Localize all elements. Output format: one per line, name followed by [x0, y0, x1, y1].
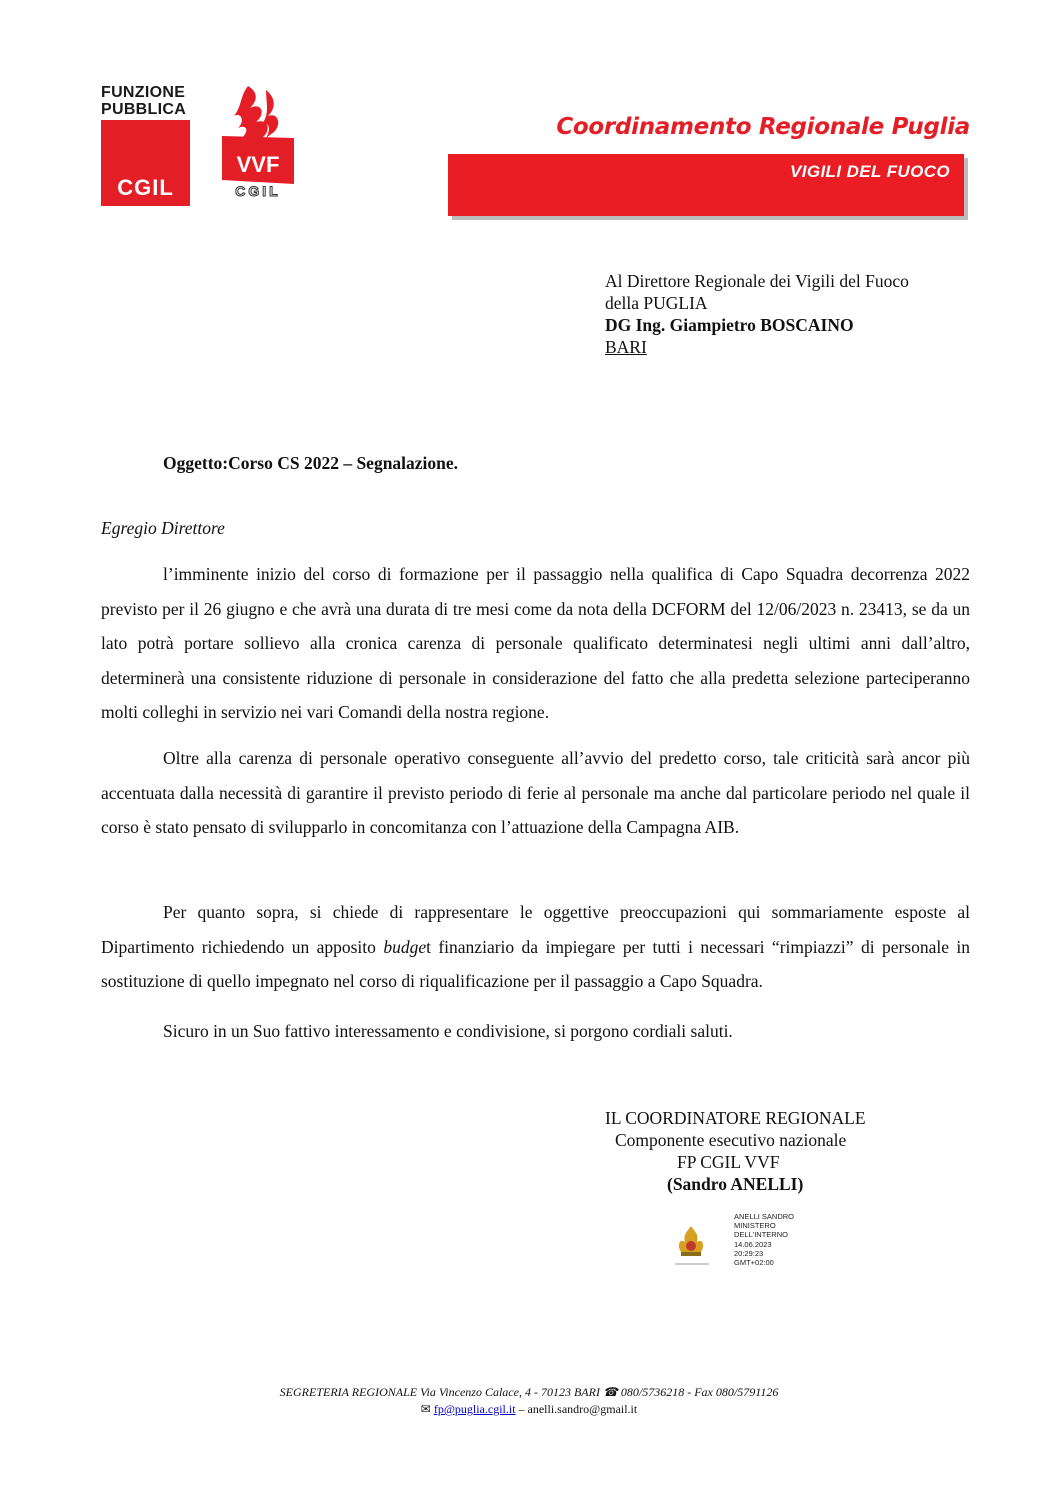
- band-text: VIGILI DEL FUOCO: [789, 162, 950, 181]
- digital-sig-line2: MINISTERO: [734, 1221, 776, 1231]
- email-link-fp[interactable]: fp@puglia.cgil.it: [433, 1402, 516, 1416]
- digital-sig-line5: 20:29:23: [734, 1248, 764, 1258]
- greeting: Egregio Direttore: [101, 518, 225, 538]
- body-paragraph-2: Oltre alla carenza di personale operativo conseguente all’avvio del predetto corso, tale criticità sarà ancor più accentuata dalla necessità di garantire il previsto periodo di ferie al personale ma anche dal particolare periodo nel quale il corso è stato pensato di svilupparlo in concomitanza con l’attuazione della Campagna AIB.: [101, 748, 970, 837]
- digital-sig-line4: 14.06.2023: [734, 1239, 772, 1249]
- subject-line: Oggetto:Corso CS 2022 – Segnalazione.: [163, 453, 459, 473]
- header-band: [448, 154, 964, 216]
- p3-part-b: t finanziario da impiegare per tutti i necessari “rimpiazzi” di personale in sostituzione di quello impegnato nel corso di riqualificazione per il passaggio a Capo Squadra.: [101, 936, 971, 991]
- mail-icon: ✉: [420, 1402, 431, 1416]
- cgil-logo: [101, 120, 190, 206]
- ministry-seal-icon: [665, 1222, 717, 1270]
- body-paragraph-4: Sicuro in un Suo fattivo interessamento e condivisione, si porgono cordiali saluti.: [163, 1021, 733, 1041]
- signature-org: FP CGIL VVF: [677, 1152, 780, 1172]
- vvf-sub-text: CGIL: [235, 183, 281, 199]
- footer-address: SEGRETERIA REGIONALE Via Vincenzo Calace, 4 - 70123 BARI ☎ 080/5736218 - Fax 080/5791126: [279, 1385, 779, 1399]
- p3-part-a: Per quanto sopra, si chiede di rappresentare le oggettive preoccupazioni qui sommariamente esposte al Dipartimento richiedendo un apposito: [101, 902, 970, 957]
- addressee-city: BARI: [605, 337, 647, 357]
- footer-contacts: [0, 1402, 1058, 1417]
- funzione-pubblica-logo-text: [101, 84, 201, 118]
- email-personal: anelli.sandro@gmail.it: [527, 1402, 638, 1416]
- body-paragraph-1: l’imminente inizio del corso di formazione per il passaggio nella qualifica di Capo Squadra decorrenza 2022 previsto per il 26 giugno e che avrà una durata di tre mesi come da nota della DCFORM del 12/06/2023 n. 23413, se da un lato potrà portare sollievo alla cronica carenza di personale qualificato determinatesi negli ultimi anni dall’altro, determinerà una consistente riduzione di personale in considerazione del fatto che alla predetta selezione parteciperanno molti colleghi in servizio nei vari Comandi della nostra regione.: [101, 564, 970, 722]
- body-paragraph-3: [101, 895, 970, 999]
- fp-line1: FUNZIONE: [101, 84, 186, 101]
- signature-role: IL COORDINATORE REGIONALE: [605, 1108, 866, 1128]
- signature-name: (Sandro ANELLI): [667, 1174, 804, 1194]
- digital-signature-stamp: [734, 1212, 794, 1267]
- p3-italic: budge: [383, 936, 427, 957]
- digital-sig-line6: GMT+02:00: [734, 1258, 774, 1268]
- vvf-cgil-logo: [218, 80, 296, 200]
- addressee-name: DG Ing. Giampietro BOSCAINO: [605, 315, 854, 335]
- fp-line2: PUBBLICA: [101, 101, 187, 118]
- addressee-line2: della PUGLIA: [605, 293, 708, 313]
- coordination-title: Coordinamento Regionale Puglia: [556, 114, 970, 140]
- signature-subrole: Componente esecutivo nazionale: [615, 1130, 847, 1150]
- addressee-line1: Al Direttore Regionale dei Vigili del Fuoco: [605, 271, 909, 291]
- digital-sig-line3: DELL'INTERNO: [734, 1230, 788, 1240]
- cgil-logo-text: CGIL: [117, 175, 174, 200]
- footer-separator: –: [515, 1402, 528, 1416]
- digital-sig-line1: ANELLI SANDRO: [734, 1212, 795, 1221]
- signature-block: [570, 1107, 930, 1195]
- vvf-text: VVF: [236, 152, 280, 177]
- addressee-block: [605, 270, 909, 358]
